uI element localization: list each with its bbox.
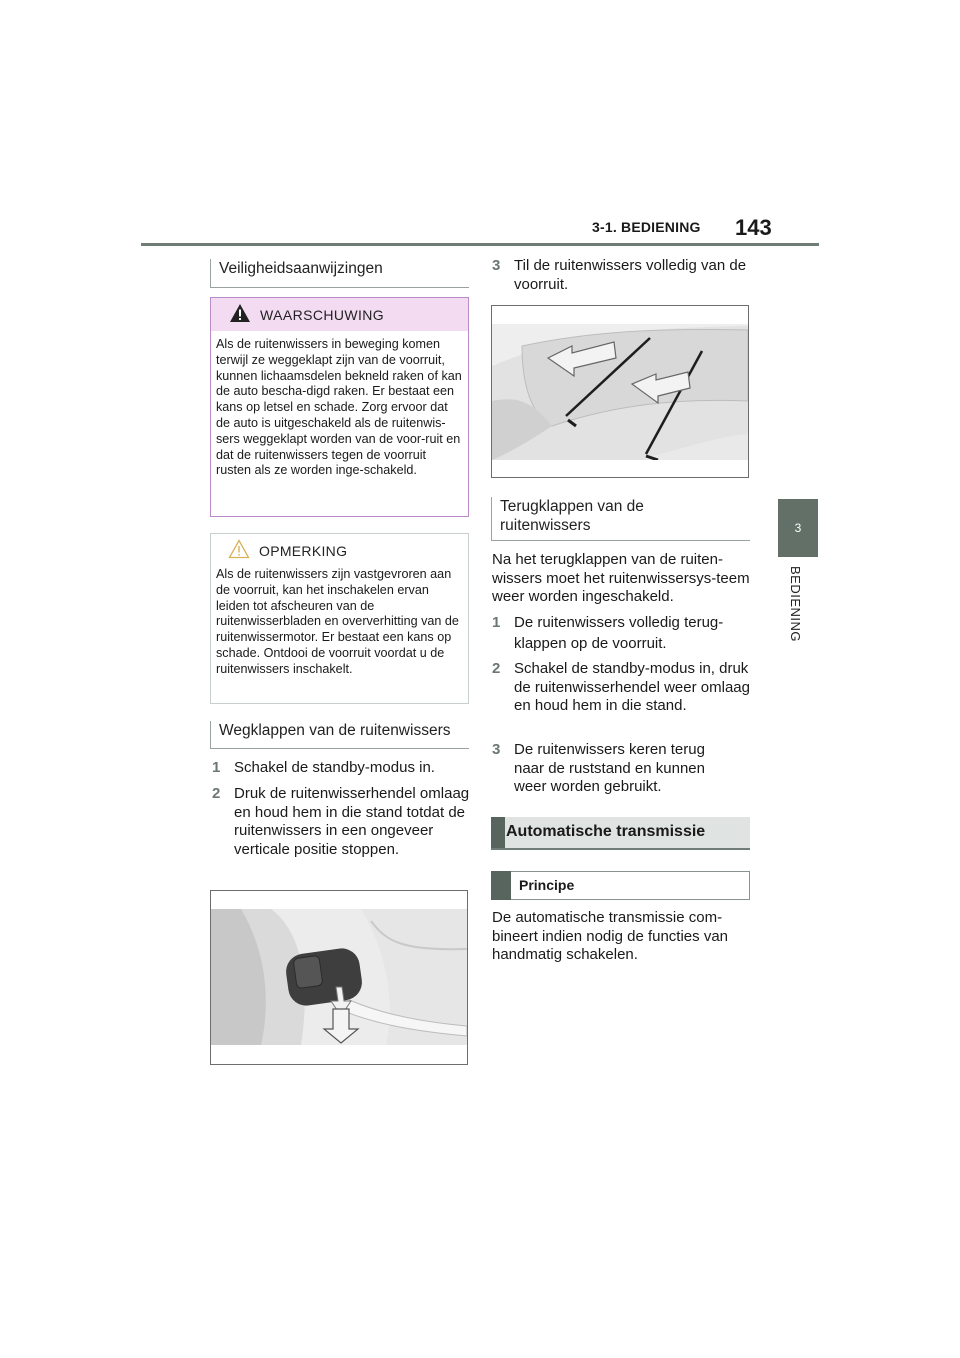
step-number: 3: [492, 741, 501, 758]
windscreen-wipers-illustration: [492, 306, 748, 477]
wiper-lever-illustration: [211, 891, 467, 1064]
list-item: [212, 785, 470, 880]
step-text: Til de ruitenwissers volledig van de voorruit.: [514, 257, 747, 293]
fold-back-intro: Na het terugklappen van de ruiten-wissers moet het ruitenwissersys-teem weer worden ingeschakeld.: [492, 551, 750, 605]
step-number: 3: [492, 257, 501, 274]
note-header: [211, 534, 468, 565]
page-number: 143: [735, 215, 772, 240]
list-item: [492, 741, 750, 799]
section-heading-bar: [491, 817, 750, 850]
principle-heading-title: Principe: [519, 877, 575, 893]
caution-triangle-icon: [228, 539, 250, 559]
note-box: [210, 533, 469, 704]
fold-back-heading-text: Terugklappen van de ruitenwissers: [500, 498, 644, 534]
running-section-label: 3-1. BEDIENING: [592, 219, 701, 235]
fold-heading-text: Wegklappen van de ruitenwissers: [219, 722, 451, 739]
warning-triangle-icon: [229, 303, 251, 323]
fold-back-heading: [491, 497, 750, 541]
step-text: De ruitenwissers volledig terug-klappen op de voorruit.: [514, 614, 724, 652]
warning-box: [210, 297, 469, 517]
step-text: Schakel de standby-modus in, druk de ruitenwisserhendel weer omlaag en houd hem in die stand.: [514, 660, 750, 714]
note-title: OPMERKING: [259, 543, 348, 559]
safety-heading-text: Veiligheidsaanwijzingen: [219, 260, 383, 277]
principle-text: De automatische transmissie com-bineert indien nodig de functies van handmatig schakelen.: [492, 909, 729, 963]
note-text: Als de ruitenwissers zijn vastgevroren aan de voorruit, kan het inschakelen ervan leiden tot afscheuren van de ruitenwisserbladen en oververhitting van de ruitenwissermotor. Er bestaat een kans op schade. Ontdooi de voorruit voordat u de ruitenwissers inschakelt.: [216, 567, 459, 676]
step-text: Schakel de standby-modus in.: [234, 759, 435, 776]
principle-heading-bar: [491, 871, 750, 900]
section-heading-accent: [491, 817, 505, 848]
step-number: 2: [492, 660, 501, 677]
step-number: 1: [212, 759, 221, 776]
fold-heading: [210, 721, 469, 749]
warning-header: [211, 298, 468, 331]
header-rule: [141, 243, 819, 246]
step-number: 2: [212, 785, 221, 802]
step-text: De ruitenwissers keren terug naar de ruststand en kunnen weer worden gebruikt.: [514, 741, 705, 795]
list-item: [492, 660, 750, 736]
section-heading-title: Automatische transmissie: [506, 823, 706, 840]
step-text: Druk de ruitenwisserhendel omlaag en houd hem in die stand totdat de ruitenwissers in een ongeveer verticale positie stoppen.: [234, 785, 470, 858]
chapter-tab: [778, 499, 818, 557]
list-item: [492, 612, 750, 652]
chapter-number: 3: [794, 521, 802, 535]
warning-title: WAARSCHUWING: [260, 307, 385, 323]
step-number: 1: [492, 614, 501, 631]
list-item: [212, 759, 470, 779]
wiper-lever-figure: [210, 890, 468, 1065]
list-item: [492, 257, 750, 297]
chapter-title-vertical: BEDIENING: [788, 566, 803, 643]
warning-text: Als de ruitenwissers in beweging komen terwijl ze weggeklapt zijn van de voorruit, kunnen lichaamsdelen bekneld raken of kan de auto bescha-digd raken. Er bestaat een kans op letsel en schade. Zorg ervoor dat de auto is uitgeschakeld als de ruitenwis-sers weggeklapt worden van de voor-ruit en dat de ruitenwissers tegen de voorruit rusten als ze worden inge-schakeld.: [216, 337, 462, 478]
windscreen-wipers-figure: [491, 305, 749, 478]
principle-heading-accent: [491, 871, 511, 900]
safety-heading: [210, 259, 469, 288]
